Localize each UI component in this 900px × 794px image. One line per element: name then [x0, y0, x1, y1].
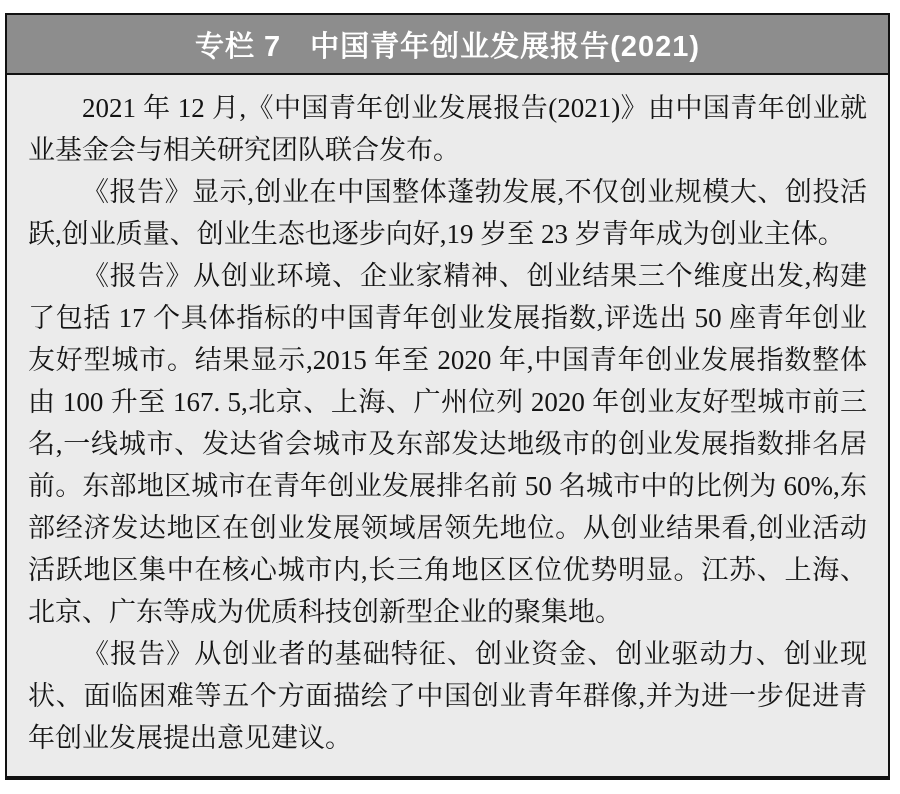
paragraph-release-info: 2021 年 12 月,《中国青年创业发展报告(2021)》由中国青年创业就业基金会与相关研究团队联合发布。 [28, 93, 867, 165]
paragraph-overview: 《报告》显示,创业在中国整体蓬勃发展,不仅创业规模大、创投活跃,创业质量、创业生态也逐步向好,19 岁至 23 岁青年成为创业主体。 [28, 177, 867, 249]
box-body [7, 75, 888, 776]
box-header-label: 专栏 7 [194, 30, 282, 63]
box-header-title: 中国青年创业发展报告(2021) [310, 30, 701, 63]
report-box [5, 13, 890, 780]
paragraph-profile-suggestions: 《报告》从创业者的基础特征、创业资金、创业驱动力、创业现状、面临困难等五个方面描绘了中国创业青年群像,并为进一步促进青年创业发展提出意见建议。 [28, 639, 867, 753]
paragraph-index-findings: 《报告》从创业环境、企业家精神、创业结果三个维度出发,构建了包括 17 个具体指标的中国青年创业发展指数,评选出 50 座青年创业友好型城市。结果显示,2015 年至 2020 年,中国青年创业发展指数整体由 100 升至 167. 5,北京、上海、广州位列 2020 年创业友好型城市前三名,一线城市、发达省会城市及东部发达地级市的创业发展指数排名居前。东部地区城市在青年创业发展排名前 50 名城市中的比例为 60%,东部经济发达地区在创业发展领域居领先地位。从创业结果看,创业活动活跃地区集中在核心城市内,长三角地区区位优势明显。江苏、上海、北京、广东等成为优质科技创新型企业的聚集地。 [28, 261, 867, 627]
box-header-bar [7, 15, 888, 75]
